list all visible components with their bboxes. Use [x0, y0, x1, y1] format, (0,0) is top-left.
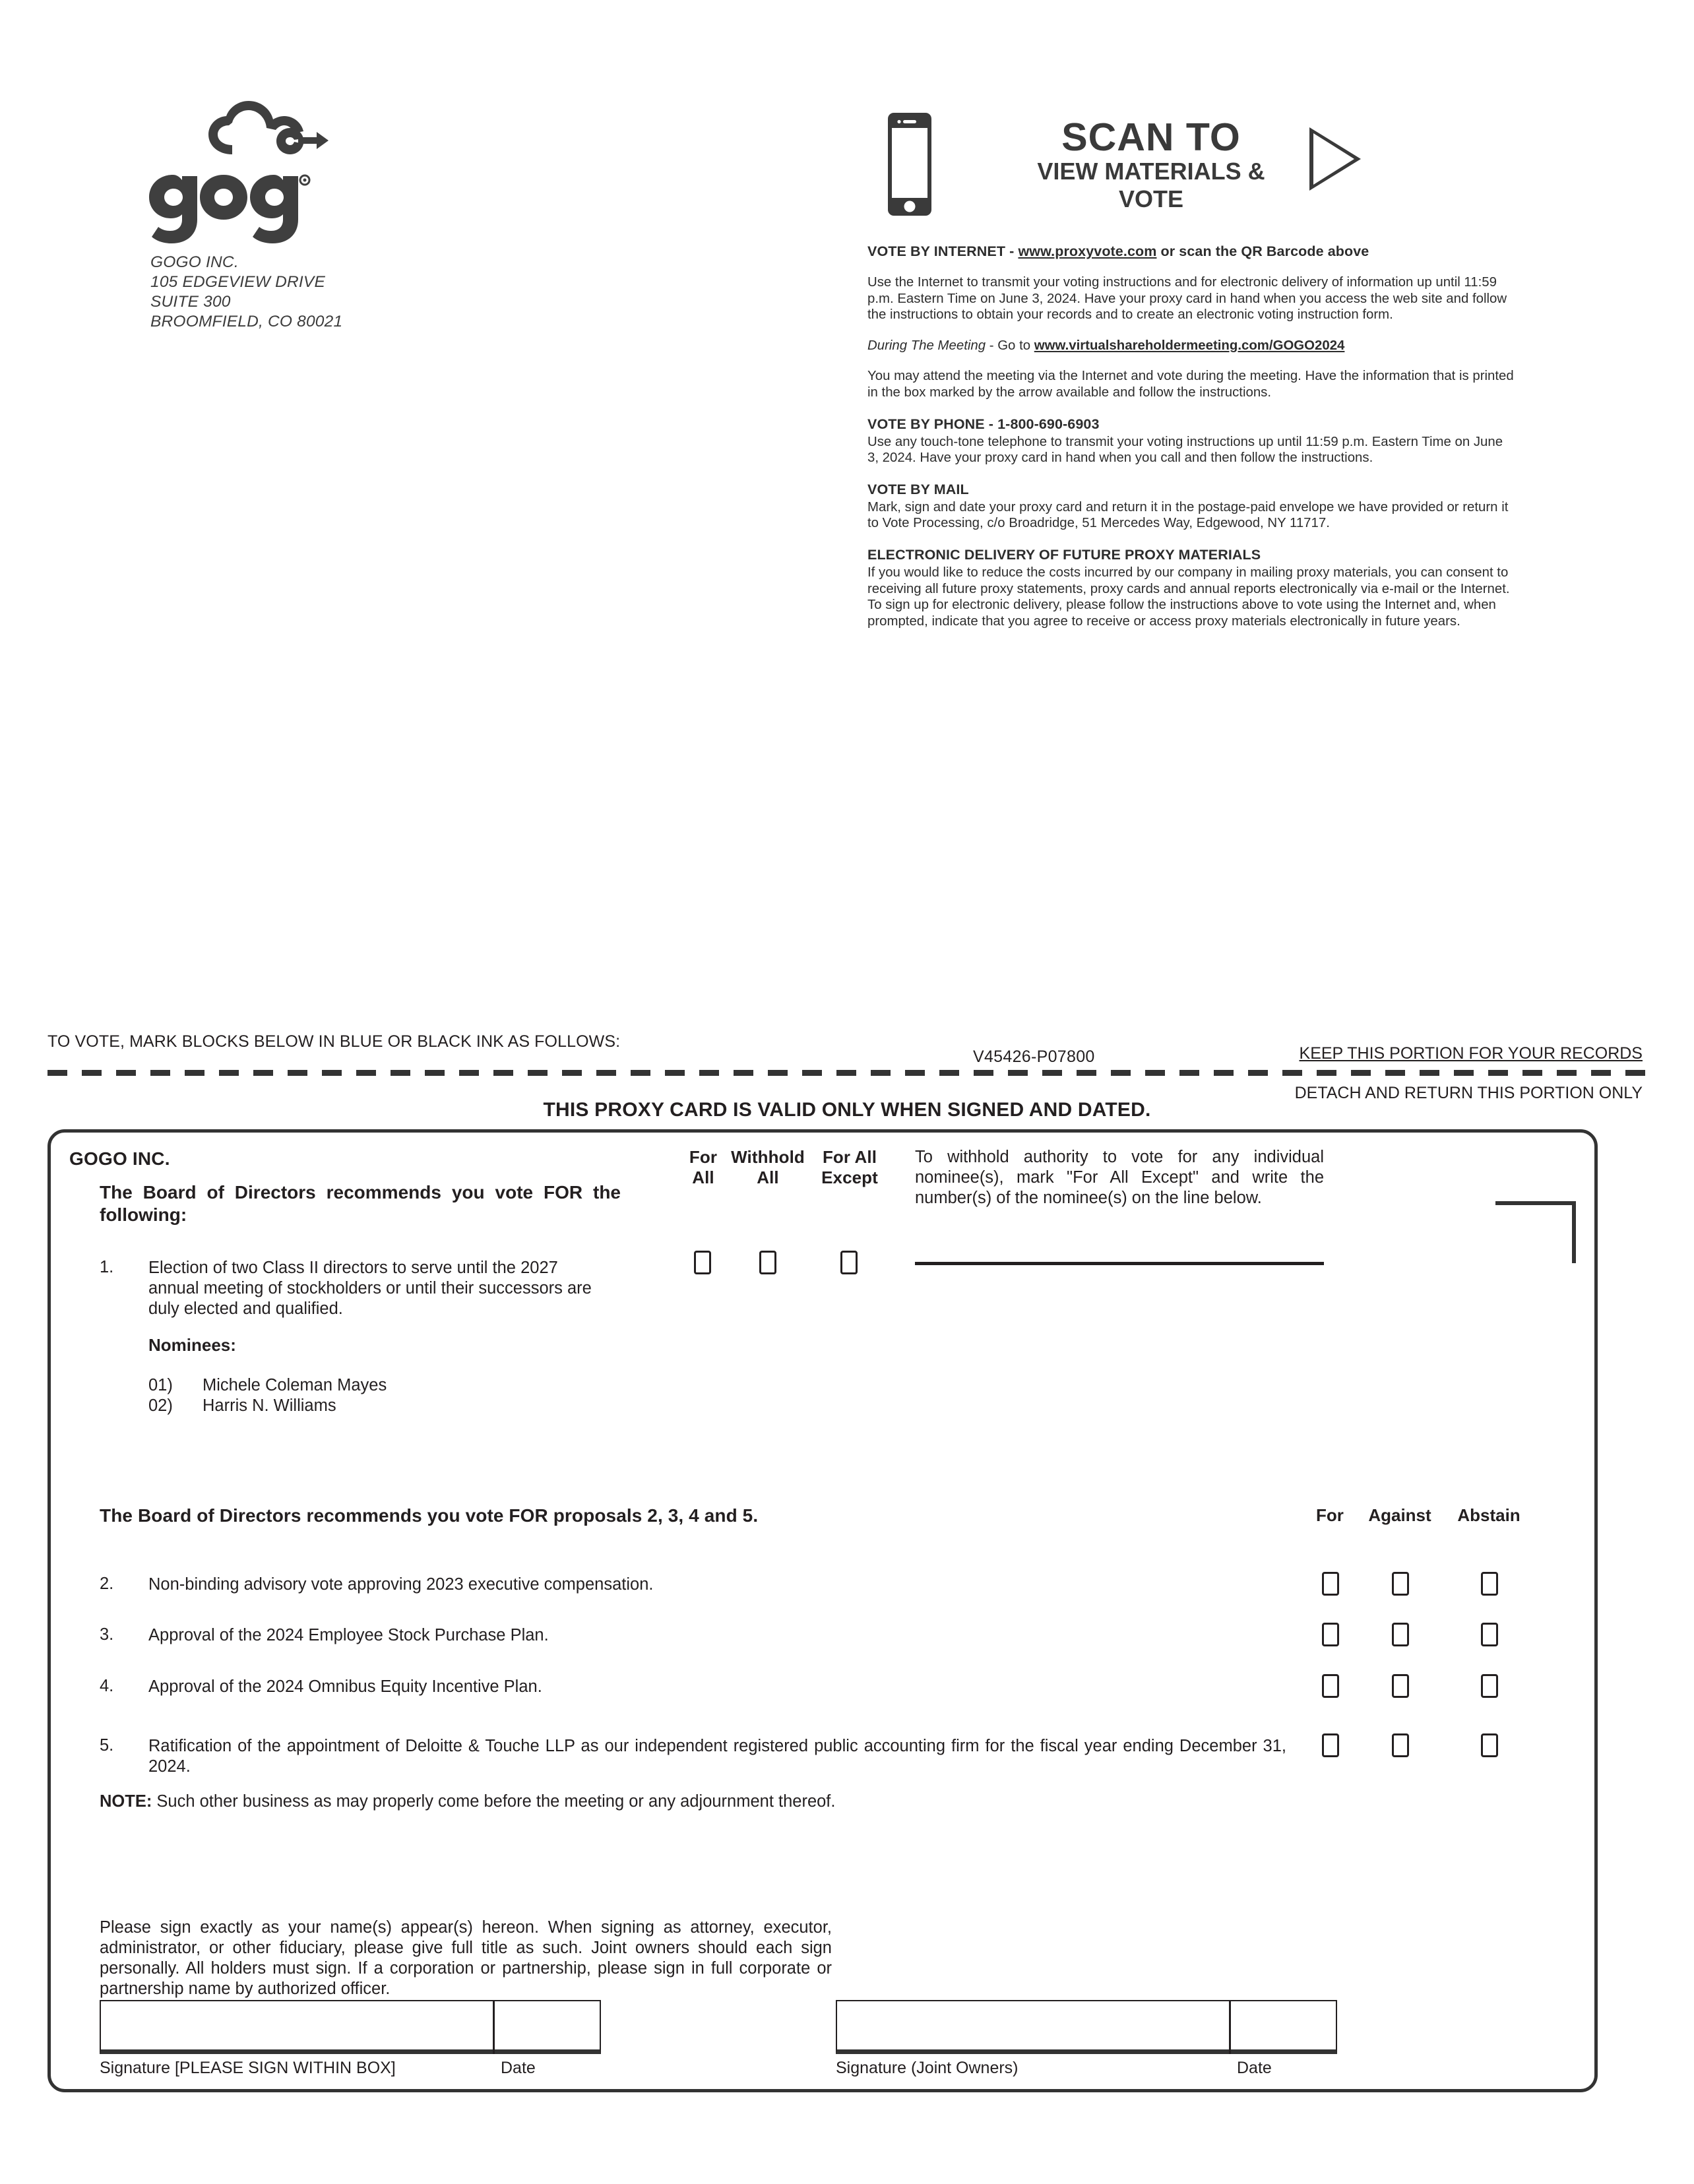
vote-by-internet-body: Use the Internet to transmit your voting instructions and for electronic delivery of information up until 11:59 p.m. Eastern Time on June 3, 2024. Have your proxy card in hand when you access the web site and follow the instructions to obtain your records and to create an electronic voting instruction form.: [867, 275, 1507, 323]
column-header-withhold-all-line2: All: [757, 1168, 779, 1187]
checkbox-proposal-1-withhold-all[interactable]: [759, 1251, 776, 1274]
nominees-list: [148, 1375, 387, 1416]
control-number: V45426-P07800: [973, 1047, 1095, 1066]
proposal-4-number: 4.: [100, 1677, 114, 1695]
signature-box-joint[interactable]: [836, 2000, 1337, 2054]
voting-instructions: [867, 243, 1514, 629]
nominee-item: [148, 1375, 387, 1396]
detach-portion-label: DETACH AND RETURN THIS PORTION ONLY: [1294, 1084, 1643, 1102]
checkbox-proposal-4-for[interactable]: [1322, 1674, 1339, 1698]
during-meeting-label: During The Meeting: [867, 338, 986, 353]
during-meeting-mid: - Go to: [986, 338, 1034, 353]
proxyvote-link[interactable]: www.proxyvote.com: [1018, 243, 1157, 259]
nominee-index: 01): [148, 1376, 173, 1394]
scan-line-1: SCAN TO: [1061, 115, 1241, 159]
checkbox-proposal-2-against[interactable]: [1392, 1572, 1409, 1596]
checkbox-proposal-5-against[interactable]: [1392, 1733, 1409, 1757]
vote-by-internet-heading: [867, 243, 1514, 260]
note-row: [100, 1792, 835, 1811]
checkbox-proposal-3-abstain[interactable]: [1481, 1623, 1498, 1646]
scan-to-vote-banner: [887, 109, 1356, 218]
address-line-1: 105 EDGEVIEW DRIVE: [150, 273, 326, 291]
address-line-3: BROOMFIELD, CO 80021: [150, 313, 343, 330]
company-name-line: GOGO INC.: [150, 253, 239, 271]
checkbox-proposal-1-for-all-except[interactable]: [840, 1251, 858, 1274]
checkbox-proposal-1-for-all[interactable]: [694, 1251, 711, 1274]
nominee-item: [148, 1396, 387, 1416]
checkbox-proposal-2-for[interactable]: [1322, 1572, 1339, 1596]
electronic-delivery-heading: ELECTRONIC DELIVERY OF FUTURE PROXY MATERIALS: [867, 546, 1261, 563]
electronic-delivery-body: If you would like to reduce the costs incurred by our company in mailing proxy materials, you can consent to receiving all future proxy statements, proxy cards and annual reports electronically via e-mail or the Internet. To sign up for electronic delivery, please follow the instructions above to vote using the Internet and, when prompted, indicate that you agree to receive or access proxy materials electronically in future years.: [867, 565, 1510, 629]
scan-line-2: VIEW MATERIALS & VOTE: [1037, 158, 1265, 212]
checkbox-proposal-5-abstain[interactable]: [1481, 1733, 1498, 1757]
signature-label-joint: Signature (Joint Owners): [836, 2059, 1019, 2077]
column-header-for: For: [1316, 1505, 1344, 1525]
proxy-card: [47, 1129, 1598, 2092]
nominee-index: 02): [148, 1396, 173, 1415]
checkbox-proposal-3-for[interactable]: [1322, 1623, 1339, 1646]
checkbox-proposal-2-abstain[interactable]: [1481, 1572, 1498, 1596]
gogo-wordmark-icon: [146, 164, 311, 243]
company-logo-block: [146, 99, 450, 332]
column-header-abstain: Abstain: [1457, 1505, 1521, 1525]
board-recommendation-1: The Board of Directors recommends you vote FOR the following:: [100, 1182, 621, 1225]
vote-by-mail-heading: VOTE BY MAIL: [867, 481, 969, 497]
vote-by-phone-body: Use any touch-tone telephone to transmit your voting instructions up until 11:59 p.m. Eastern Time on June 3, 2024. Have your proxy card in hand when you call and then follow the instructions.: [867, 434, 1503, 466]
column-header-withhold-all: [729, 1147, 807, 1188]
signature-label-primary: Signature [PLEASE SIGN WITHIN BOX]: [100, 2059, 396, 2077]
keep-portion-label: KEEP THIS PORTION FOR YOUR RECORDS: [1299, 1044, 1643, 1063]
proposal-2-number: 2.: [100, 1575, 114, 1593]
during-meeting-body: You may attend the meeting via the Internet and vote during the meeting. Have the information that is printed in the box marked by the arrow available and follow the instructions.: [867, 369, 1514, 400]
checkbox-proposal-4-against[interactable]: [1392, 1674, 1409, 1698]
date-label-primary: Date: [501, 2059, 536, 2077]
withhold-authority-note: To withhold authority to vote for any individual nominee(s), mark "For All Except" and write the number(s) of the nominee(s) on the line below.: [915, 1148, 1324, 1207]
virtual-meeting-link[interactable]: www.virtualshareholdermeeting.com/GOGO2024: [1034, 338, 1345, 353]
signature-instructions: Please sign exactly as your name(s) appear(s) hereon. When signing as attorney, executor, administrator, or other fiduciary, please give full title as such. Joint owners should each sign personally. All holders must sign. If a corporation or partnership, please sign in full corporate or partnership name by authorized officer.: [100, 1918, 832, 1998]
column-header-for-all-except-line2: Except: [821, 1168, 878, 1187]
checkbox-proposal-3-against[interactable]: [1392, 1623, 1409, 1646]
play-triangle-inner: [1313, 133, 1354, 185]
vote-by-internet-suffix: or scan the QR Barcode above: [1156, 243, 1369, 259]
signature-box-primary-divider: [493, 2000, 495, 2054]
to-vote-instruction: TO VOTE, MARK BLOCKS BELOW IN BLUE OR BLACK INK AS FOLLOWS:: [47, 1032, 621, 1051]
signature-box-primary[interactable]: [100, 2000, 601, 2054]
column-header-for-all-except: [809, 1147, 890, 1188]
scan-text: [1006, 117, 1296, 213]
proposal-1-text: Election of two Class II directors to serve until the 2027 annual meeting of stockholders or until their successors are duly elected and qualified.: [148, 1259, 592, 1318]
control-number-corner-marker: [1495, 1201, 1576, 1263]
cloud-arrow-icon: [198, 99, 330, 168]
column-header-against: Against: [1368, 1505, 1431, 1525]
note-text: Such other business as may properly come before the meeting or any adjournment thereof.: [152, 1792, 836, 1811]
proxy-validity-title: THIS PROXY CARD IS VALID ONLY WHEN SIGNED AND DATED.: [543, 1099, 1151, 1121]
proposal-5-text: Ratification of the appointment of Deloitte & Touche LLP as our independent registered public accounting firm for the fiscal year ending December 31, 2024.: [148, 1737, 1286, 1776]
vote-by-phone-heading: VOTE BY PHONE - 1-800-690-6903: [867, 416, 1100, 432]
note-label: NOTE:: [100, 1792, 152, 1811]
nominees-heading: Nominees:: [148, 1335, 236, 1355]
during-meeting-line: [867, 338, 1514, 354]
vote-by-internet-prefix: VOTE BY INTERNET -: [867, 243, 1019, 259]
card-company-name: GOGO INC.: [69, 1148, 170, 1169]
checkbox-proposal-4-abstain[interactable]: [1481, 1674, 1498, 1698]
board-recommendation-2: The Board of Directors recommends you vote FOR proposals 2, 3, 4 and 5.: [100, 1505, 759, 1526]
for-all-except-write-in-line[interactable]: [915, 1262, 1324, 1265]
address-line-2: SUITE 300: [150, 293, 231, 311]
perforation-line: [47, 1070, 1647, 1076]
checkbox-proposal-5-for[interactable]: [1322, 1733, 1339, 1757]
vote-by-mail-body: Mark, sign and date your proxy card and return it in the postage-paid envelope we have provided or return it to Vote Processing, c/o Broadridge, 51 Mercedes Way, Edgewood, NY 11717.: [867, 499, 1509, 531]
mobile-phone-icon: [887, 112, 932, 216]
proposal-2-text: Non-binding advisory vote approving 2023 executive compensation.: [148, 1575, 654, 1594]
column-header-for-all: [677, 1147, 729, 1188]
proposal-3-number: 3.: [100, 1625, 114, 1644]
nominee-name: Harris N. Williams: [203, 1396, 336, 1415]
proposal-5-number: 5.: [100, 1736, 114, 1755]
column-header-withhold-all-line1: Withhold: [731, 1147, 805, 1167]
proposal-1-number: 1.: [100, 1258, 114, 1276]
column-header-for-all-line2: All: [692, 1168, 714, 1187]
proposal-3-text: Approval of the 2024 Employee Stock Purchase Plan.: [148, 1626, 549, 1644]
proposal-4-text: Approval of the 2024 Omnibus Equity Incentive Plan.: [148, 1677, 542, 1696]
nominee-name: Michele Coleman Mayes: [203, 1376, 387, 1394]
company-address: [146, 253, 450, 332]
column-header-for-all-except-line1: For All: [822, 1147, 877, 1167]
signature-box-joint-divider: [1229, 2000, 1231, 2054]
date-label-joint: Date: [1237, 2059, 1272, 2077]
column-header-for-all-line1: For: [689, 1147, 718, 1167]
